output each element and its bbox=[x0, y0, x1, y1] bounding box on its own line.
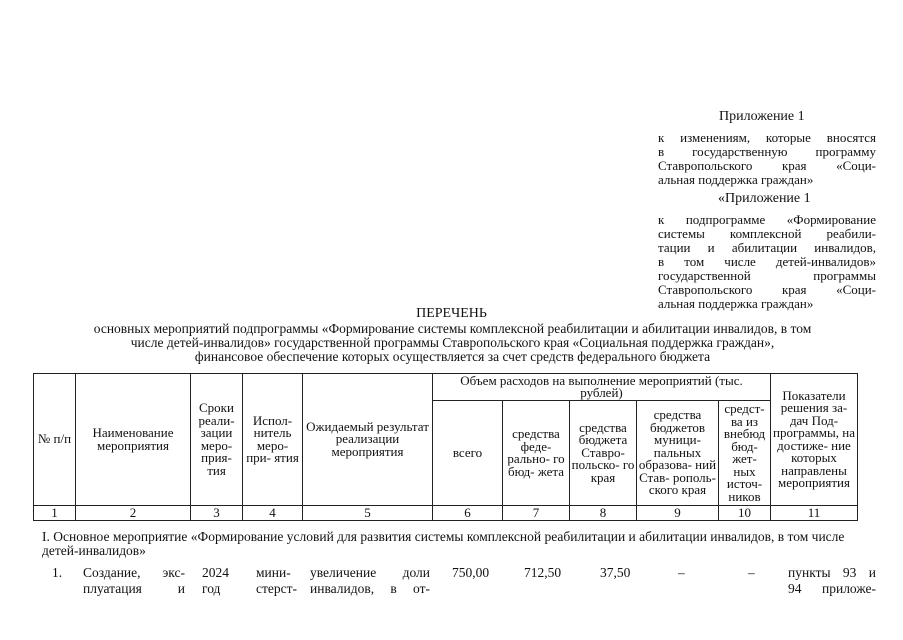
sub-appendix-note bbox=[658, 213, 876, 311]
measures-table bbox=[33, 373, 858, 521]
row-regional: 37,50 bbox=[600, 565, 631, 580]
appendix-note-line: альная поддержка граждан» bbox=[658, 172, 814, 187]
sub-appendix-note-line: системы комплексной реабили- bbox=[658, 226, 876, 241]
row-total: 750,00 bbox=[452, 565, 490, 580]
row-federal: 712,50 bbox=[524, 565, 562, 580]
header-total: всего bbox=[433, 401, 503, 506]
document-subtitle-line1: основных мероприятий подпрограммы «Формирование системы комплексной реабилитации и абилитации инвалидов, в том bbox=[93, 321, 812, 336]
column-number: 4 bbox=[243, 506, 303, 521]
row-executor-line: стерст- bbox=[256, 581, 298, 596]
header-name: Наименование мероприятия bbox=[76, 374, 191, 506]
row-num: 1. bbox=[52, 565, 63, 580]
row-indicators-line: пункты 93 и bbox=[788, 565, 876, 580]
column-number: 10 bbox=[719, 506, 771, 521]
row-name bbox=[83, 565, 185, 597]
column-number: 6 bbox=[433, 506, 503, 521]
column-number: 2 bbox=[76, 506, 191, 521]
document-subtitle-line2: числе детей-инвалидов» государственной программы Ставропольского края «Социальная поддержка граждан», bbox=[130, 335, 775, 350]
column-number: 5 bbox=[303, 506, 433, 521]
appendix-note-line: к изменениям, которые вносятся bbox=[658, 130, 876, 145]
document-title: ПЕРЕЧЕНЬ bbox=[416, 306, 487, 321]
column-number: 1 bbox=[34, 506, 76, 521]
sub-appendix-heading: «Приложение 1 bbox=[718, 191, 811, 206]
header-municipal: средства бюджетов муници- пальных образова- ний Став- рополь- ского края bbox=[637, 401, 719, 506]
sub-appendix-note-line: тации и абилитации инвалидов, bbox=[658, 240, 876, 255]
header-federal: средства феде- рально- го бюд- жета bbox=[503, 401, 570, 506]
row-term-line: год bbox=[202, 581, 221, 596]
appendix-heading: Приложение 1 bbox=[719, 109, 805, 124]
row-result-line: увеличение доли bbox=[310, 565, 430, 580]
row-municipal: – bbox=[678, 565, 685, 580]
row-offbudget: – bbox=[748, 565, 755, 580]
row-indicators bbox=[788, 565, 876, 597]
appendix-note-line: Ставропольского края «Соци- bbox=[658, 158, 876, 173]
appendix-note bbox=[658, 131, 876, 187]
document-subtitle-line3: финансовое обеспечение которых осуществляется за счет средств федерального бюджета bbox=[194, 349, 711, 364]
header-num: № п/п bbox=[34, 374, 76, 506]
header-executor: Испол- нитель меро- при- ятия bbox=[243, 374, 303, 506]
sub-appendix-note-line: Ставропольского края «Соци- bbox=[658, 282, 876, 297]
row-name-line: Создание, экс- bbox=[83, 565, 185, 580]
header-volume: Объем расходов на выполнение мероприятий (тыс. рублей) bbox=[433, 374, 771, 401]
header-indicators: Показатели решения за- дач Под- программы, на достиже- ние которых направлены мероприятия bbox=[771, 374, 858, 506]
column-number: 8 bbox=[570, 506, 637, 521]
row-indicators-line: 94 приложе- bbox=[788, 581, 876, 596]
row-term-line: 2024 bbox=[202, 565, 229, 580]
row-term bbox=[202, 565, 229, 597]
sub-appendix-note-line: к подпрограмме «Формирование bbox=[658, 212, 876, 227]
sub-appendix-note-line: в том числе детей-инвалидов» bbox=[658, 254, 876, 269]
header-offbudget: средст- ва из внебюд бюд- жет- ных источ- ников bbox=[719, 401, 771, 506]
column-number: 9 bbox=[637, 506, 719, 521]
appendix-note-line: в государственную программу bbox=[658, 144, 876, 159]
row-executor-line: мини- bbox=[256, 565, 291, 580]
row-result-line: инвалидов, в от- bbox=[310, 581, 430, 596]
header-terms: Сроки реали- зации меро- прия- тия bbox=[191, 374, 243, 506]
header-result: Ожидаемый результат реализации мероприятия bbox=[303, 374, 433, 506]
sub-appendix-note-line: альная поддержка граждан» bbox=[658, 296, 814, 311]
column-number: 7 bbox=[503, 506, 570, 521]
sub-appendix-note-line: государственной программы bbox=[658, 268, 876, 283]
section-title: I. Основное мероприятие «Формирование условий для развития системы комплексной реабилитации и абилитации инвалидов, в том числе детей-инвалидов» bbox=[42, 529, 845, 558]
column-number: 11 bbox=[771, 506, 858, 521]
header-regional: средства бюджета Ставро- польско- го края bbox=[570, 401, 637, 506]
row-executor bbox=[256, 565, 297, 597]
column-number: 3 bbox=[191, 506, 243, 521]
row-result bbox=[310, 565, 430, 597]
row-name-line: плуатация и bbox=[83, 581, 185, 596]
